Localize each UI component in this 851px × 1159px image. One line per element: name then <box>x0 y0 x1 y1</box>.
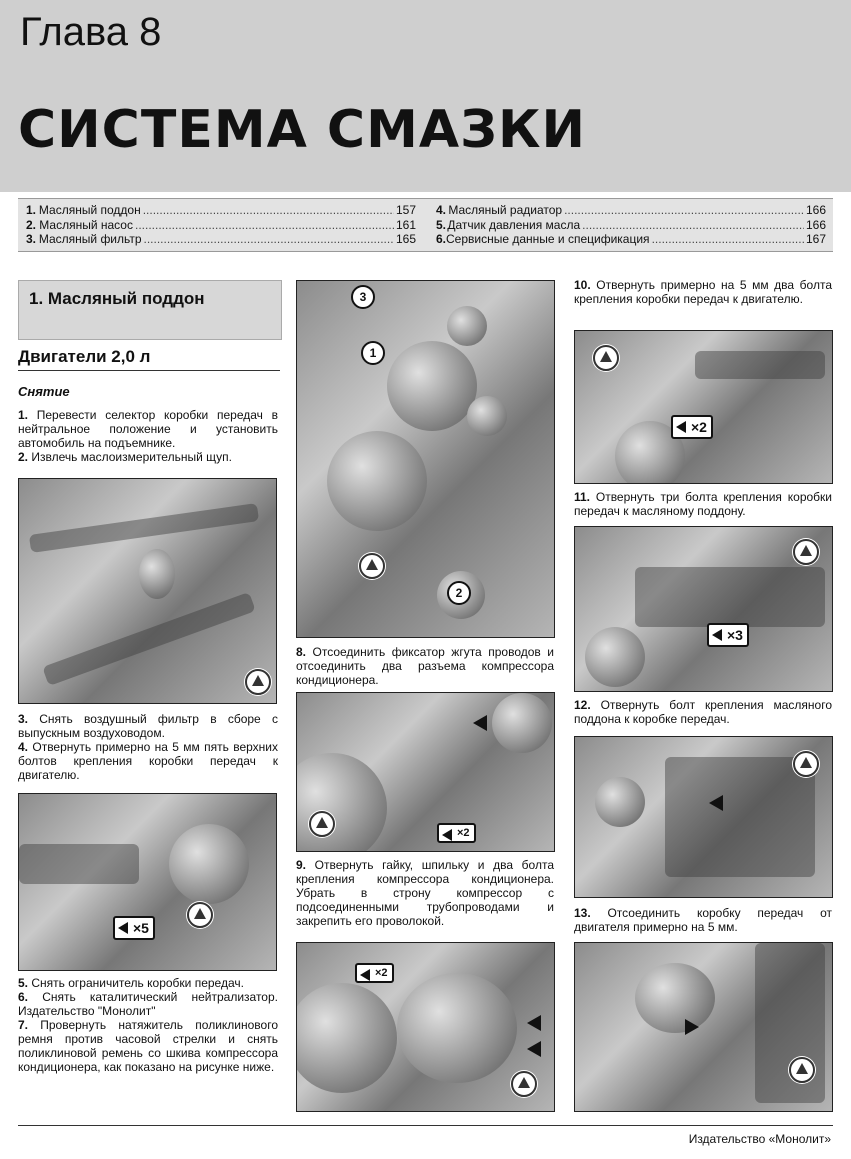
steps-1-2 <box>18 408 278 464</box>
step-item: 1. Перевести селектор коробки передач в нейтральное положение и установить автомобиль на подъемнике. <box>18 408 278 450</box>
step-item: 13. Отсоединить коробку передач от двигателя примерно на 5 мм. <box>574 906 832 934</box>
callout-x5: ×5 <box>113 916 155 940</box>
step-10 <box>574 278 832 306</box>
arrow-pointer-icon <box>527 1041 541 1057</box>
arrow-pointer-icon <box>473 715 487 731</box>
callout-x2: ×2 <box>437 823 476 843</box>
publisher-logo-icon <box>245 669 271 695</box>
step-item: 5. Снять ограничитель коробки передач. <box>18 976 244 990</box>
publisher-logo-icon <box>793 751 819 777</box>
step-8 <box>296 645 554 687</box>
step-item: 7. Провернуть натяжитель поликлинового ремня против часовой стрелки и снять поликлиновой ремень со шкива компрессора кондиционера, как показано на рисунке ниже. <box>18 1018 278 1074</box>
removal-subheading: Снятие <box>18 384 70 399</box>
marker-1: 1 <box>361 341 385 365</box>
marker-2: 2 <box>447 581 471 605</box>
photo-ac-compressor-connectors <box>296 692 555 852</box>
step-item: 6. Снять каталитический нейтрализатор. Издательство "Монолит" <box>18 990 278 1018</box>
photo-belt-drive <box>296 280 555 638</box>
callout-x2: ×2 <box>355 963 394 983</box>
engine-subheading: Двигатели 2,0 л <box>18 347 280 371</box>
step-item: 3. Снять воздушный фильтр в сборе с выпускным воздуховодом. <box>18 712 278 740</box>
step-12 <box>574 698 832 726</box>
step-item: 9. Отвернуть гайку, шпильку и два болта крепления компрессора кондиционера. Убрать в строну компрессор с подсоединенными трубопроводами и закрепить его проволокой. <box>296 858 554 928</box>
photo-dipstick <box>18 478 277 704</box>
step-item: 8. Отсоединить фиксатор жгута проводов и отсоединить два разъема компрессора кондиционера. <box>296 645 554 687</box>
publisher-logo-icon <box>593 345 619 371</box>
steps-5-7 <box>18 976 278 1074</box>
publisher-logo-icon <box>789 1057 815 1083</box>
toc-item[interactable]: 2. Масляный насос ..... 161 <box>26 218 416 233</box>
arrow-pointer-icon <box>709 795 723 811</box>
steps-3-4 <box>18 712 278 782</box>
toc-item[interactable]: 1. Масляный поддон ..... 157 <box>26 203 416 218</box>
toc-item[interactable]: 4. Масляный радиатор ..... 166 <box>436 203 826 218</box>
page-title: СИСТЕМА СМАЗКИ <box>18 100 587 160</box>
photo-oil-pan-bolts-x3 <box>574 526 833 692</box>
arrow-pointer-icon <box>685 1019 699 1035</box>
chapter-label: Глава 8 <box>20 10 162 54</box>
toc-column-left <box>26 203 416 247</box>
photo-ac-compressor-bolts <box>296 942 555 1112</box>
step-13 <box>574 906 832 934</box>
footer-publisher: Издательство «Монолит» <box>688 1132 831 1146</box>
toc-item[interactable]: 3. Масляный фильтр ..... 165 <box>26 232 416 247</box>
marker-3: 3 <box>351 285 375 309</box>
publisher-logo-icon <box>187 902 213 928</box>
photo-gearbox-separation <box>574 942 833 1112</box>
callout-x2: ×2 <box>671 415 713 439</box>
callout-x3: ×3 <box>707 623 749 647</box>
photo-gearbox-bolts <box>18 793 277 971</box>
publisher-logo-icon <box>309 811 335 837</box>
step-item: 2. Извлечь маслоизмерительный щуп. <box>18 450 232 464</box>
publisher-logo-icon <box>359 553 385 579</box>
step-9 <box>296 858 554 928</box>
step-11 <box>574 490 832 518</box>
photo-oil-pan-bolt <box>574 736 833 898</box>
step-item: 12. Отвернуть болт крепления масляного поддона к коробке передач. <box>574 698 832 726</box>
section-heading-box <box>18 280 282 340</box>
publisher-logo-icon <box>793 539 819 565</box>
step-item: 11. Отвернуть три болта крепления коробки передач к масляному поддону. <box>574 490 832 518</box>
dipstick-ring <box>139 549 175 599</box>
toc-item[interactable]: 6. Сервисные данные и спецификация ..... 167 <box>436 232 826 247</box>
arrow-pointer-icon <box>527 1015 541 1031</box>
table-of-contents <box>18 198 833 252</box>
step-item: 4. Отвернуть примерно на 5 мм пять верхних болтов крепления коробки передач к двигателю. <box>18 740 278 782</box>
step-item: 10. Отвернуть примерно на 5 мм два болта крепления коробки передач к двигателю. <box>574 278 832 306</box>
section-title: 1. Масляный поддон <box>29 289 205 308</box>
publisher-logo-icon <box>511 1071 537 1097</box>
photo-gearbox-bolts-x2 <box>574 330 833 484</box>
footer-divider <box>18 1125 833 1126</box>
toc-column-right <box>436 203 826 247</box>
toc-item[interactable]: 5. Датчик давления масла ..... 166 <box>436 218 826 233</box>
